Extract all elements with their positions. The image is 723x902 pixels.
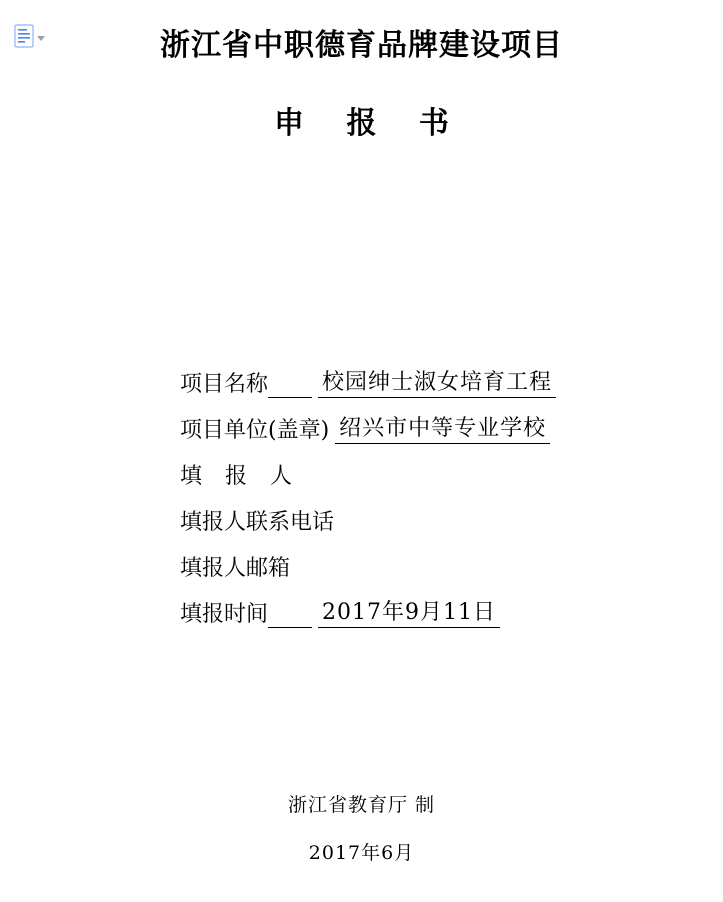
form-fields bbox=[180, 352, 620, 628]
form-field-row bbox=[180, 352, 620, 398]
field-label: 项目单位(盖章) bbox=[180, 418, 330, 443]
field-value[interactable]: 校园绅士淑女培育工程 bbox=[318, 365, 556, 398]
field-label: 填 报 人 bbox=[180, 464, 300, 489]
form-field-row bbox=[180, 490, 620, 536]
page-title: 浙江省中职德育品牌建设项目 bbox=[160, 28, 563, 63]
form-field-row bbox=[180, 444, 620, 490]
form-field-row bbox=[180, 536, 620, 582]
field-blank-lead[interactable] bbox=[268, 601, 312, 628]
field-label: 填报时间 bbox=[180, 602, 269, 627]
footer-date: 2017年6月 bbox=[308, 842, 415, 864]
field-label: 填报人邮箱 bbox=[180, 556, 291, 581]
form-field-row bbox=[180, 398, 620, 444]
form-field-row bbox=[180, 582, 620, 628]
footer-issuer: 浙江省教育厅 制 bbox=[287, 794, 436, 816]
field-label: 填报人联系电话 bbox=[180, 510, 335, 535]
field-value[interactable]: 2017年9月11日 bbox=[318, 595, 500, 628]
page-subtitle: 申 报 书 bbox=[274, 106, 465, 141]
field-value[interactable]: 绍兴市中等专业学校 bbox=[335, 411, 550, 444]
field-blank-lead[interactable] bbox=[268, 371, 312, 398]
field-label: 项目名称 bbox=[180, 372, 269, 397]
